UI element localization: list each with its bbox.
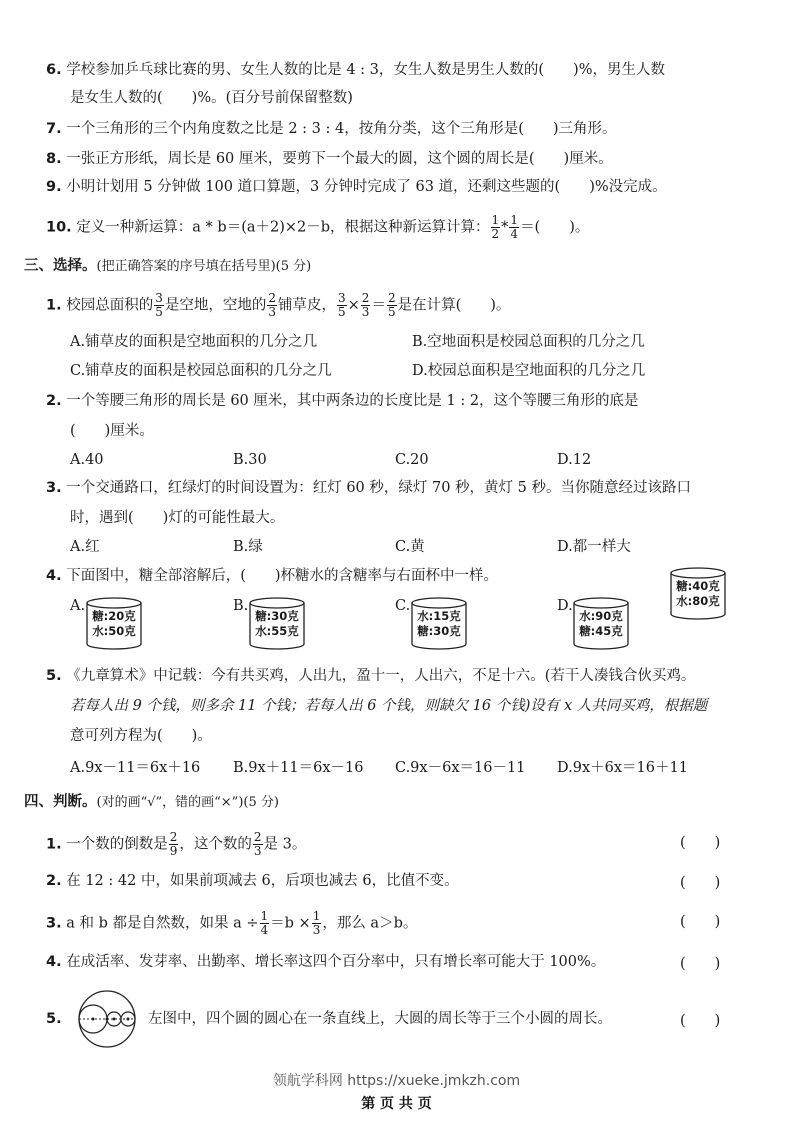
option-a: A.铺草皮的面积是空地面积的几分之几 [70, 334, 318, 350]
option-d: D.12 [557, 452, 592, 468]
denominator: 9 [169, 844, 178, 858]
cup-line-2: 水:50克 [92, 624, 136, 638]
question-text: 一个三角形的三个内角度数之比是 2 : 3 : 4，按角分类，这个三角形是( )三角形。 [66, 121, 617, 137]
question-number: 9. [46, 179, 62, 195]
question-text: 在 12 : 42 中，如果前项减去 6，后项也减去 6，比值不变。 [66, 873, 459, 889]
judge-question-1 [46, 831, 306, 858]
question-text: 《九章算术》中记载：今有共买鸡，人出九，盈十一，人出六，不足十六。(若干人凑钱合伙买鸡。 [66, 668, 696, 684]
section-note: (对的画“√”，错的画“×”)(5 分) [96, 795, 279, 810]
fraction [491, 214, 501, 241]
denominator: 5 [338, 305, 346, 319]
judge-question-3 [46, 910, 417, 937]
cup-line-1: 水:90克 [579, 609, 623, 623]
cup-line-1: 糖:40克 [676, 579, 720, 593]
section-heading-judge [24, 790, 279, 811]
question-number: 5. [46, 668, 62, 684]
question-6-line-1 [46, 60, 665, 80]
section-heading-choice [24, 254, 311, 275]
cup-contents [672, 579, 724, 609]
reference-cup [668, 566, 728, 620]
numerator: 2 [169, 830, 178, 844]
fraction [260, 910, 270, 937]
numerator: 3 [155, 291, 163, 305]
question-number: 5. [46, 1011, 62, 1027]
choice-question-5-line-3: 意可列方程为( )。 [70, 728, 212, 744]
numerator: 1 [491, 213, 500, 227]
fraction [337, 292, 347, 319]
cup-line-1: 水:15克 [417, 609, 461, 623]
numerator: 2 [387, 291, 396, 305]
choice-question-3-line-2: 时，遇到( )灯的可能性最大。 [70, 510, 285, 526]
option-b: B.空地面积是校园总面积的几分之几 [412, 334, 645, 350]
operator: ＝ [371, 297, 386, 314]
judge-question-5 [46, 1009, 62, 1029]
question-number: 4. [46, 954, 62, 970]
fraction [253, 831, 263, 858]
answer-parentheses[interactable]: ( ) [680, 956, 721, 972]
question-text-end: ＝( )。 [520, 219, 590, 236]
option-d: D.9x＋6x＝16＋11 [557, 760, 688, 776]
numerator: 1 [260, 909, 269, 923]
question-text: 一个交通路口，红绿灯的时间设置为：红灯 60 秒，绿灯 70 秒，黄灯 5 秒。当你随意经过该路口 [66, 480, 691, 496]
question-number: 1. [46, 297, 62, 314]
question-number: 6. [46, 62, 62, 78]
question-text-end: 是在计算( )。 [397, 297, 511, 314]
option-b: B.绿 [233, 539, 263, 555]
question-text: 是空地，空地的 [164, 297, 267, 314]
question-text: 小明计划用 5 分钟做 100 道口算题，3 分钟时完成了 63 道，还剩这些题的( )%没完成。 [66, 179, 667, 195]
denominator: 2 [491, 227, 500, 241]
question-text: 一个数的倒数是 [66, 836, 168, 853]
answer-parentheses[interactable]: ( ) [680, 914, 721, 930]
answer-parentheses[interactable]: ( ) [680, 1013, 721, 1029]
numerator: 2 [361, 291, 370, 305]
numerator: 1 [312, 909, 321, 923]
denominator: 4 [260, 923, 269, 937]
denominator: 3 [268, 305, 276, 319]
option-c-label: C. [395, 598, 411, 614]
page-number: 第 页 共 页 [361, 1096, 432, 1112]
section-note: (把正确答案的序号填在括号里)(5 分) [96, 259, 312, 274]
option-b: B.9x＋11＝6x－16 [233, 760, 364, 776]
question-text: 铺草皮， [278, 297, 336, 314]
question-9 [46, 177, 667, 197]
choice-question-3-line-1 [46, 478, 691, 498]
question-text: ＝b × [270, 915, 311, 932]
question-text: ，这个数的 [179, 836, 252, 853]
choice-question-5-line-1 [46, 666, 695, 686]
option-a: A.9x－11＝6x＋16 [70, 760, 201, 776]
question-text: 下面图中，糖全部溶解后，( )杯糖水的含糖率与右面杯中一样。 [66, 568, 499, 584]
fraction [509, 214, 519, 241]
question-text: 一个等腰三角形的周长是 60 厘米，其中两条边的长度比是 1 : 2，这个等腰三角形的底是 [66, 393, 639, 409]
option-c: C.铺草皮的面积是校园总面积的几分之几 [70, 363, 332, 379]
option-d: D.校园总面积是空地面积的几分之几 [412, 363, 646, 379]
choice-question-5-line-2: 若每人出 9 个钱，则多余 11 个钱；若每人出 6 个钱，则缺欠 16 个钱)设有 x 人共同买鸡，根据题 [70, 698, 708, 714]
question-number: 1. [46, 836, 62, 853]
fraction [169, 831, 179, 858]
judge-question-2 [46, 871, 459, 891]
answer-parentheses[interactable]: ( ) [680, 875, 721, 891]
cup-line-1: 糖:20克 [92, 609, 136, 623]
judge-question-4 [46, 952, 605, 972]
circles-diagram [68, 990, 146, 1048]
denominator: 3 [253, 844, 262, 858]
question-text-end: ，那么 a＞b。 [322, 915, 418, 932]
section-title: 四、判断。 [24, 793, 97, 810]
question-number: 10. [46, 219, 72, 236]
question-number: 3. [46, 915, 62, 932]
option-b-label: B. [233, 598, 249, 614]
option-c: C.9x－6x＝16－11 [395, 760, 526, 776]
question-10 [46, 214, 589, 241]
question-8 [46, 149, 613, 169]
cup-contents [88, 609, 140, 639]
option-a: A.红 [70, 539, 100, 555]
cup-c [409, 596, 469, 650]
operator: * [501, 219, 509, 236]
cup-line-2: 糖:30克 [417, 624, 461, 638]
question-text: a 和 b 都是自然数，如果 a ÷ [66, 915, 259, 932]
denominator: 3 [361, 305, 370, 319]
cup-contents [251, 609, 303, 639]
question-6-line-2: 是女生人数的( )%。(百分号前保留整数) [70, 90, 353, 106]
question-number: 2. [46, 393, 62, 409]
cup-line-2: 糖:45克 [579, 624, 623, 638]
option-a-label: A. [70, 598, 86, 614]
denominator: 4 [510, 227, 519, 241]
choice-question-2-line-2: ( )厘米。 [70, 423, 154, 439]
numerator: 2 [253, 830, 262, 844]
fraction [312, 910, 322, 937]
question-text-end: 是 3。 [263, 836, 307, 853]
fraction [387, 292, 397, 319]
numerator: 2 [268, 291, 276, 305]
cup-line-1: 糖:30克 [255, 609, 299, 623]
question-text: 定义一种新运算：a * b＝(a＋2)×2－b，根据这种新运算计算： [76, 219, 490, 236]
numerator: 3 [338, 291, 346, 305]
choice-question-4 [46, 566, 498, 586]
cup-a [84, 596, 144, 650]
cup-contents [575, 609, 627, 639]
option-a: A.40 [70, 452, 104, 468]
question-number: 2. [46, 873, 62, 889]
choice-question-1 [46, 292, 510, 319]
cup-line-2: 水:80克 [676, 594, 720, 608]
question-text: 在成活率、发芽率、出勤率、增长率这四个百分率中，只有增长率可能大于 100%。 [66, 954, 606, 970]
question-text: 学校参加乒乓球比赛的男、女生人数的比是 4 : 3，女生人数是男生人数的( )%，男生人数 [66, 62, 665, 78]
denominator: 5 [155, 305, 163, 319]
question-number: 3. [46, 480, 62, 496]
question-number: 7. [46, 121, 62, 137]
cup-d [571, 596, 631, 650]
fraction [154, 292, 164, 319]
question-text: 一张正方形纸，周长是 60 厘米，要剪下一个最大的圆，这个圆的周长是( )厘米。 [66, 151, 613, 167]
judge-question-5-text: 左图中，四个圆的圆心在一条直线上，大圆的周长等于三个小圆的周长。 [148, 1011, 612, 1027]
cup-contents [413, 609, 465, 639]
watermark: 领航学科网 https://xueke.jmkzh.com [272, 1073, 521, 1089]
numerator: 1 [510, 213, 519, 227]
option-c: C.20 [395, 452, 429, 468]
question-number: 8. [46, 151, 62, 167]
denominator: 3 [312, 923, 321, 937]
fraction [361, 292, 371, 319]
operator: × [347, 297, 360, 314]
option-b: B.30 [233, 452, 267, 468]
choice-question-2-line-1 [46, 391, 639, 411]
option-c: C.黄 [395, 539, 425, 555]
cup-b [247, 596, 307, 650]
option-d: D.都一样大 [557, 539, 631, 555]
question-text: 校园总面积的 [66, 297, 154, 314]
circles-icon [68, 990, 148, 1050]
question-number: 4. [46, 568, 62, 584]
denominator: 5 [387, 305, 396, 319]
fraction [267, 292, 277, 319]
answer-parentheses[interactable]: ( ) [680, 835, 721, 851]
cup-line-2: 水:55克 [255, 624, 299, 638]
option-d-label: D. [557, 598, 573, 614]
question-7 [46, 119, 617, 139]
section-title: 三、选择。 [24, 257, 97, 274]
